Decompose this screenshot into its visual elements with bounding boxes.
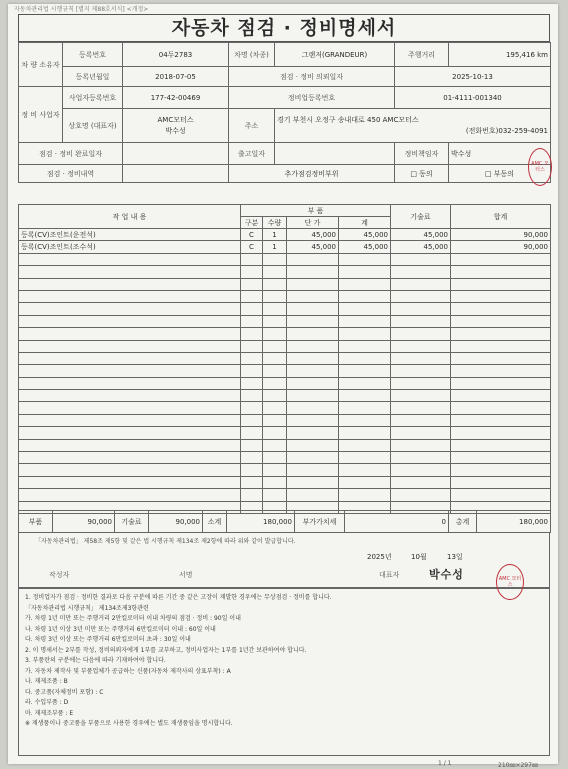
item-unit bbox=[287, 489, 339, 501]
consent-label: 추가점검정비부위 bbox=[229, 165, 395, 183]
note-line: 다. 차령 3년 이상 또는 주행거리 6만킬로미터 초과 : 30일 이내 bbox=[25, 636, 191, 643]
item-gubun bbox=[241, 402, 263, 414]
note-line: 1. 정비업자가 점검 · 정비한 결과로 다음 구분에 따른 기간 중 같은 고장이 재발한 경우에는 무상점검 · 정비를 합니다. bbox=[25, 594, 332, 601]
item-total bbox=[451, 414, 551, 426]
item-labor bbox=[391, 352, 451, 364]
header-total: 합계 bbox=[451, 205, 551, 229]
item-labor bbox=[391, 328, 451, 340]
item-desc bbox=[19, 489, 241, 501]
item-desc bbox=[19, 340, 241, 352]
blank-row bbox=[19, 377, 551, 389]
item-sum bbox=[339, 476, 391, 488]
item-desc bbox=[19, 328, 241, 340]
blank-row bbox=[19, 427, 551, 439]
item-sum bbox=[339, 278, 391, 290]
note-line: 가. 차령 1년 미만 또는 주행거리 2만킬로미터 이내 차량의 점검 · 정비 : 90일 이내 bbox=[25, 615, 241, 622]
note-line: 마. 재제조부품 : E bbox=[25, 709, 74, 717]
item-qty bbox=[263, 452, 287, 464]
note-line: 다. 중고품(자체정비 포함) : C bbox=[25, 688, 104, 696]
document-title: 자동차 점검 · 정비명세서 bbox=[18, 14, 550, 42]
item-desc bbox=[19, 476, 241, 488]
blank-row bbox=[19, 390, 551, 402]
items-table bbox=[18, 204, 551, 514]
service-date-label: 점검 · 정비 의뢰일자 bbox=[229, 67, 395, 87]
item-gubun bbox=[241, 452, 263, 464]
address-value: 경기 부천시 오정구 송내대로 450 AMC모터스 bbox=[277, 115, 419, 124]
item-qty bbox=[263, 352, 287, 364]
item-qty: 1 bbox=[263, 229, 287, 241]
item-desc bbox=[19, 427, 241, 439]
model-value: 그랜저(GRANDEUR) bbox=[275, 43, 395, 67]
blank-row bbox=[19, 315, 551, 327]
item-desc bbox=[19, 365, 241, 377]
item-labor bbox=[391, 278, 451, 290]
item-gubun bbox=[241, 476, 263, 488]
issue-month: 10월 bbox=[411, 553, 427, 561]
item-total bbox=[451, 439, 551, 451]
item-total bbox=[451, 452, 551, 464]
item-desc bbox=[19, 464, 241, 476]
rep-name: 박수성 bbox=[429, 568, 464, 581]
signature-seal-stamp bbox=[496, 564, 524, 600]
phone-value: (전화번호)032-259-4091 bbox=[465, 126, 548, 135]
item-labor bbox=[391, 439, 451, 451]
item-unit bbox=[287, 290, 339, 302]
item-sum bbox=[339, 489, 391, 501]
item-labor bbox=[391, 452, 451, 464]
item-gubun bbox=[241, 278, 263, 290]
item-labor: 45,000 bbox=[391, 241, 451, 253]
item-desc: 등록(CV)조인트(운전석) bbox=[19, 229, 241, 241]
note-line: 「자동차관리법 시행규칙」 제134조제3항관련 bbox=[25, 604, 149, 612]
item-labor bbox=[391, 427, 451, 439]
item-unit bbox=[287, 365, 339, 377]
shop-section-label: 정 비 사업자 bbox=[19, 87, 63, 143]
item-labor: 45,000 bbox=[391, 229, 451, 241]
item-desc bbox=[19, 414, 241, 426]
item-qty bbox=[263, 290, 287, 302]
item-desc bbox=[19, 266, 241, 278]
model-label: 차명 (차종) bbox=[229, 43, 275, 67]
header-gubun: 구분 bbox=[241, 217, 263, 229]
item-sum bbox=[339, 414, 391, 426]
item-unit bbox=[287, 253, 339, 265]
item-unit bbox=[287, 328, 339, 340]
header-qty: 수량 bbox=[263, 217, 287, 229]
item-labor bbox=[391, 414, 451, 426]
note-line: 가. 자동차 제작사 및 부품업체가 공급하는 신품(자동차 제작사의 상표부착) : A bbox=[25, 667, 231, 675]
item-desc bbox=[19, 439, 241, 451]
blank-row bbox=[19, 266, 551, 278]
item-qty bbox=[263, 340, 287, 352]
blank-row bbox=[19, 414, 551, 426]
item-labor bbox=[391, 377, 451, 389]
item-total bbox=[451, 352, 551, 364]
blank-row bbox=[19, 439, 551, 451]
issue-year: 2025년 bbox=[367, 553, 392, 561]
item-total bbox=[451, 290, 551, 302]
item-total bbox=[451, 390, 551, 402]
item-total bbox=[451, 278, 551, 290]
item-desc bbox=[19, 290, 241, 302]
item-sum bbox=[339, 452, 391, 464]
item-total bbox=[451, 266, 551, 278]
header-unit: 단 가 bbox=[287, 217, 339, 229]
item-sum bbox=[339, 427, 391, 439]
done-date-value bbox=[123, 143, 229, 165]
item-sum bbox=[339, 464, 391, 476]
item-unit bbox=[287, 352, 339, 364]
reg-date-label: 등록년월일 bbox=[63, 67, 123, 87]
item-qty bbox=[263, 464, 287, 476]
item-qty bbox=[263, 390, 287, 402]
blank-row bbox=[19, 464, 551, 476]
blank-row bbox=[19, 489, 551, 501]
form-reference: 자동차관리법 시행규칙 [별지 제88호서식] <개정> bbox=[14, 6, 149, 13]
blank-row bbox=[19, 352, 551, 364]
item-gubun: C bbox=[241, 229, 263, 241]
item-qty bbox=[263, 427, 287, 439]
item-sum bbox=[339, 377, 391, 389]
parts-total-label: 부품 bbox=[19, 511, 53, 533]
parts-total-value: 90,000 bbox=[53, 511, 115, 533]
item-qty bbox=[263, 266, 287, 278]
writer-label: 작성자 bbox=[49, 571, 70, 579]
item-qty bbox=[263, 439, 287, 451]
item-gubun bbox=[241, 315, 263, 327]
item-gubun bbox=[241, 377, 263, 389]
grand-total-value: 180,000 bbox=[477, 511, 551, 533]
item-desc bbox=[19, 315, 241, 327]
item-gubun bbox=[241, 290, 263, 302]
item-qty bbox=[263, 278, 287, 290]
item-qty bbox=[263, 253, 287, 265]
item-labor bbox=[391, 489, 451, 501]
page-number: 1 / 1 bbox=[438, 760, 452, 767]
subtotal-label: 소계 bbox=[203, 511, 227, 533]
mileage-value: 195,416 km bbox=[449, 43, 551, 67]
item-total bbox=[451, 464, 551, 476]
item-qty bbox=[263, 365, 287, 377]
blank-row bbox=[19, 328, 551, 340]
item-unit bbox=[287, 452, 339, 464]
item-total bbox=[451, 427, 551, 439]
blank-row bbox=[19, 476, 551, 488]
item-total: 90,000 bbox=[451, 229, 551, 241]
grand-total-label: 총계 bbox=[449, 511, 477, 533]
item-row bbox=[19, 241, 551, 253]
item-qty bbox=[263, 328, 287, 340]
item-sum bbox=[339, 315, 391, 327]
item-labor bbox=[391, 266, 451, 278]
owner-section-label: 차 량 소유자 bbox=[19, 43, 63, 87]
seal-text: AMC 모터스 bbox=[531, 161, 549, 173]
item-qty bbox=[263, 476, 287, 488]
item-sum bbox=[339, 390, 391, 402]
item-sum bbox=[339, 352, 391, 364]
item-gubun bbox=[241, 427, 263, 439]
item-unit bbox=[287, 464, 339, 476]
vat-value: 0 bbox=[345, 511, 449, 533]
item-gubun bbox=[241, 365, 263, 377]
item-total bbox=[451, 377, 551, 389]
manager-label: 정비책임자 bbox=[395, 143, 449, 165]
item-gubun bbox=[241, 439, 263, 451]
header-work: 작 업 내 용 bbox=[19, 205, 241, 229]
item-total bbox=[451, 340, 551, 352]
item-rows bbox=[19, 229, 551, 514]
item-labor bbox=[391, 476, 451, 488]
item-desc bbox=[19, 278, 241, 290]
item-sum bbox=[339, 290, 391, 302]
blank-row bbox=[19, 402, 551, 414]
work-content-label: 점검 · 정비내역 bbox=[19, 165, 123, 183]
item-labor bbox=[391, 315, 451, 327]
item-unit bbox=[287, 414, 339, 426]
item-desc bbox=[19, 303, 241, 315]
item-gubun bbox=[241, 340, 263, 352]
seal-text-2: AMC 모터스 bbox=[498, 576, 522, 588]
item-labor bbox=[391, 290, 451, 302]
header-labor: 기술료 bbox=[391, 205, 451, 229]
item-sum bbox=[339, 402, 391, 414]
labor-total-label: 기술료 bbox=[115, 511, 149, 533]
item-gubun bbox=[241, 464, 263, 476]
statement-text: 「자동차관리법」 제58조 제5항 및 같은 법 시행규칙 제134조 제2항에 따라 위와 같이 발급합니다. bbox=[35, 538, 296, 545]
item-sum bbox=[339, 365, 391, 377]
item-sum bbox=[339, 328, 391, 340]
consent-agree: □ 동의 bbox=[395, 165, 449, 183]
note-line: 나. 차령 1년 이상 3년 미만 또는 주행거리 6만킬로미터 이내 : 60일 이내 bbox=[25, 625, 216, 633]
consent-disagree: □ 부동의 bbox=[449, 165, 551, 183]
item-gubun bbox=[241, 352, 263, 364]
shop-rep-value: 박수성 bbox=[165, 126, 186, 135]
blank-row bbox=[19, 365, 551, 377]
shop-name-value: AMC모터스 bbox=[157, 115, 194, 124]
item-qty bbox=[263, 315, 287, 327]
item-qty bbox=[263, 377, 287, 389]
item-unit bbox=[287, 439, 339, 451]
item-sum bbox=[339, 439, 391, 451]
item-qty: 1 bbox=[263, 241, 287, 253]
blank-row bbox=[19, 278, 551, 290]
item-sum bbox=[339, 303, 391, 315]
item-unit: 45,000 bbox=[287, 229, 339, 241]
item-desc bbox=[19, 377, 241, 389]
biz-no-label: 사업자등록번호 bbox=[63, 87, 123, 109]
note-line: 2. 이 명세서는 2부를 작성, 정비의뢰자에게 1부를 교부하고, 정비사업자는 1부를 1년간 보관하여야 합니다. bbox=[25, 646, 307, 654]
item-unit bbox=[287, 315, 339, 327]
item-total bbox=[451, 402, 551, 414]
issue-day: 13일 bbox=[447, 553, 463, 561]
item-total bbox=[451, 476, 551, 488]
item-gubun bbox=[241, 390, 263, 402]
item-labor bbox=[391, 390, 451, 402]
item-labor bbox=[391, 402, 451, 414]
item-qty bbox=[263, 414, 287, 426]
notes-block bbox=[18, 588, 550, 756]
item-unit bbox=[287, 303, 339, 315]
shop-name-label: 상호명 (대표자) bbox=[63, 109, 123, 143]
item-total bbox=[451, 489, 551, 501]
note-line: 나. 재제조품 : B bbox=[25, 678, 68, 685]
service-date-value: 2025-10-13 bbox=[395, 67, 551, 87]
item-labor bbox=[391, 340, 451, 352]
item-gubun: C bbox=[241, 241, 263, 253]
item-total: 90,000 bbox=[451, 241, 551, 253]
header-parts: 부 품 bbox=[241, 205, 391, 217]
blank-row bbox=[19, 303, 551, 315]
vat-label: 부가가치세 bbox=[295, 511, 345, 533]
item-gubun bbox=[241, 253, 263, 265]
note-line: 3. 부품란의 구분에는 다음에 따라 기재하여야 합니다. bbox=[25, 657, 166, 664]
item-sum bbox=[339, 340, 391, 352]
item-desc bbox=[19, 352, 241, 364]
mileage-label: 주행거리 bbox=[395, 43, 449, 67]
item-desc bbox=[19, 452, 241, 464]
item-labor bbox=[391, 365, 451, 377]
paper-size: 210㎜×297㎜ bbox=[498, 762, 538, 769]
item-labor bbox=[391, 464, 451, 476]
item-gubun bbox=[241, 303, 263, 315]
address-label: 주소 bbox=[229, 109, 275, 143]
note-line: ※ 재생품이나 중고품을 부품으로 사용한 경우에는 별도 재생품임을 명시합니다. bbox=[25, 720, 233, 727]
item-desc: 등록(CV)조인트(조수석) bbox=[19, 241, 241, 253]
item-total bbox=[451, 253, 551, 265]
item-unit bbox=[287, 427, 339, 439]
owner-info-table bbox=[18, 42, 551, 183]
item-desc bbox=[19, 402, 241, 414]
item-labor bbox=[391, 303, 451, 315]
statement-block bbox=[18, 532, 550, 588]
document-page bbox=[8, 4, 558, 769]
item-unit: 45,000 bbox=[287, 241, 339, 253]
item-unit bbox=[287, 390, 339, 402]
item-total bbox=[451, 328, 551, 340]
item-qty bbox=[263, 402, 287, 414]
blank-row bbox=[19, 253, 551, 265]
item-total bbox=[451, 315, 551, 327]
sign-label: 서명 bbox=[179, 571, 193, 579]
item-unit bbox=[287, 278, 339, 290]
item-gubun bbox=[241, 489, 263, 501]
blank-row bbox=[19, 452, 551, 464]
reg-no-value: 04두2783 bbox=[123, 43, 229, 67]
blank-row bbox=[19, 290, 551, 302]
item-unit bbox=[287, 476, 339, 488]
item-desc bbox=[19, 390, 241, 402]
address-cell bbox=[275, 109, 551, 143]
totals-table bbox=[18, 510, 551, 533]
release-date-label: 출고일자 bbox=[229, 143, 275, 165]
biz-no-value: 177-42-00469 bbox=[123, 87, 229, 109]
done-date-label: 점검 · 정비 완료일자 bbox=[19, 143, 123, 165]
company-seal-stamp bbox=[528, 148, 552, 186]
labor-total-value: 90,000 bbox=[149, 511, 203, 533]
note-line: 라. 수입부품 : D bbox=[25, 699, 69, 706]
shop-name-cell bbox=[123, 109, 229, 143]
reg-no-label: 등록번호 bbox=[63, 43, 123, 67]
item-unit bbox=[287, 266, 339, 278]
manager-value: 박수성 bbox=[449, 143, 551, 165]
item-row bbox=[19, 229, 551, 241]
work-content-value bbox=[123, 165, 229, 183]
item-labor bbox=[391, 253, 451, 265]
rep-label: 대표자 bbox=[379, 571, 400, 579]
item-desc bbox=[19, 253, 241, 265]
item-qty bbox=[263, 489, 287, 501]
shop-reg-value: 01-4111-001340 bbox=[395, 87, 551, 109]
header-sum: 계 bbox=[339, 217, 391, 229]
shop-reg-label: 정비업등록번호 bbox=[229, 87, 395, 109]
item-qty bbox=[263, 303, 287, 315]
reg-date-value: 2018-07-05 bbox=[123, 67, 229, 87]
item-gubun bbox=[241, 328, 263, 340]
release-date-value bbox=[275, 143, 395, 165]
subtotal-value: 180,000 bbox=[227, 511, 295, 533]
item-gubun bbox=[241, 414, 263, 426]
item-sum: 45,000 bbox=[339, 241, 391, 253]
item-sum: 45,000 bbox=[339, 229, 391, 241]
item-sum bbox=[339, 253, 391, 265]
item-unit bbox=[287, 402, 339, 414]
item-total bbox=[451, 303, 551, 315]
item-gubun bbox=[241, 266, 263, 278]
item-total bbox=[451, 365, 551, 377]
item-sum bbox=[339, 266, 391, 278]
blank-row bbox=[19, 340, 551, 352]
item-unit bbox=[287, 340, 339, 352]
item-unit bbox=[287, 377, 339, 389]
